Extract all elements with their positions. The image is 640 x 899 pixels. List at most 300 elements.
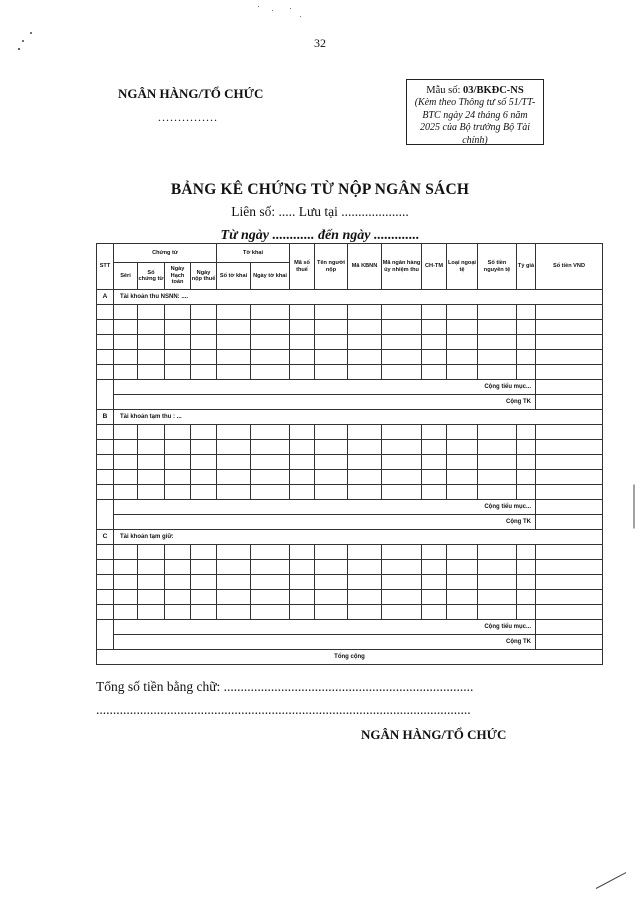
ledger-cell bbox=[382, 425, 422, 440]
org-dots: ............... bbox=[158, 110, 218, 124]
ledger-cell bbox=[478, 305, 517, 320]
ledger-cell bbox=[422, 605, 447, 620]
subtotal-row bbox=[97, 620, 603, 635]
ledger-cell bbox=[478, 605, 517, 620]
section-header-row bbox=[97, 530, 603, 545]
col-ch-tm: CH-TM bbox=[422, 244, 447, 290]
ledger-cell bbox=[447, 470, 478, 485]
ledger-cell bbox=[447, 605, 478, 620]
ledger-cell bbox=[217, 365, 251, 380]
ledger-cell bbox=[217, 470, 251, 485]
ledger-cell bbox=[290, 590, 315, 605]
ledger-cell bbox=[382, 545, 422, 560]
ledger-cell bbox=[251, 305, 290, 320]
ledger-cell bbox=[447, 425, 478, 440]
signature-org: NGÂN HÀNG/TỔ CHỨC bbox=[361, 727, 507, 742]
ledger-cell bbox=[536, 455, 603, 470]
ledger-entry-row bbox=[97, 425, 603, 440]
ledger-entry-row bbox=[97, 470, 603, 485]
ledger-cell bbox=[382, 560, 422, 575]
ledger-cell bbox=[536, 320, 603, 335]
col-ma-kbnn: Mã KBNN bbox=[348, 244, 382, 290]
ledger-cell bbox=[348, 455, 382, 470]
ledger-cell bbox=[251, 350, 290, 365]
ledger-cell bbox=[290, 305, 315, 320]
document-title: BẢNG KÊ CHỨNG TỪ NỘP NGÂN SÁCH bbox=[170, 181, 470, 198]
account-total-label: Cộng TK bbox=[114, 515, 536, 530]
ledger-cell bbox=[217, 425, 251, 440]
ledger-cell bbox=[217, 335, 251, 350]
ledger-entry-row bbox=[97, 560, 603, 575]
ledger-cell bbox=[290, 365, 315, 380]
ledger-cell bbox=[114, 320, 138, 335]
ledger-cell bbox=[348, 425, 382, 440]
ledger-cell bbox=[315, 320, 348, 335]
ledger-cell bbox=[251, 335, 290, 350]
ledger-cell bbox=[114, 485, 138, 500]
ledger-cell bbox=[536, 305, 603, 320]
ledger-cell bbox=[536, 485, 603, 500]
ledger-cell bbox=[315, 425, 348, 440]
subtotal-row bbox=[97, 380, 603, 395]
col-ten-nguoi-nop: Tên người nộp bbox=[315, 244, 348, 290]
ledger-cell bbox=[217, 605, 251, 620]
ledger-cell bbox=[517, 440, 536, 455]
section-letter: A bbox=[97, 290, 114, 305]
form-code-box bbox=[406, 79, 544, 145]
ledger-cell bbox=[348, 320, 382, 335]
ledger-cell bbox=[138, 425, 165, 440]
ledger-cell bbox=[478, 335, 517, 350]
ledger-cell bbox=[114, 440, 138, 455]
ledger-cell bbox=[447, 305, 478, 320]
ledger-cell bbox=[138, 560, 165, 575]
col-loai-ngoai-te: Loại ngoại tệ bbox=[447, 244, 478, 290]
ledger-cell bbox=[422, 335, 447, 350]
page-number: 32 bbox=[314, 36, 326, 50]
ledger-cell bbox=[290, 320, 315, 335]
subtotal-label: Cộng tiểu mục... bbox=[114, 380, 536, 395]
ledger-cell bbox=[165, 590, 191, 605]
ledger-cell bbox=[251, 440, 290, 455]
org-header: NGÂN HÀNG/TỔ CHỨC bbox=[118, 86, 264, 101]
ledger-cell bbox=[478, 545, 517, 560]
ledger-cell bbox=[290, 335, 315, 350]
col-so-chung-tu: Số chứng từ bbox=[138, 263, 165, 290]
ledger-cell bbox=[315, 575, 348, 590]
ledger-cell bbox=[114, 590, 138, 605]
ledger-cell bbox=[138, 590, 165, 605]
ledger-cell bbox=[447, 560, 478, 575]
ledger-cell bbox=[114, 605, 138, 620]
ledger-cell bbox=[114, 425, 138, 440]
ledger-cell bbox=[315, 440, 348, 455]
ledger-cell bbox=[447, 320, 478, 335]
col-seri: Sêri bbox=[114, 263, 138, 290]
account-total-label: Cộng TK bbox=[114, 395, 536, 410]
ledger-cell bbox=[217, 305, 251, 320]
ledger-cell bbox=[315, 365, 348, 380]
subtotal-amount-cell bbox=[536, 620, 603, 635]
ledger-cell bbox=[97, 335, 114, 350]
ledger-cell bbox=[191, 305, 217, 320]
copy-line: Liên số: ..... Lưu tại .................... bbox=[231, 204, 409, 219]
ledger-cell bbox=[517, 560, 536, 575]
ledger-cell bbox=[348, 470, 382, 485]
col-stt: STT bbox=[97, 244, 114, 290]
amount-in-words-continuation: ............................................................................................................... bbox=[96, 702, 471, 717]
account-total-row bbox=[97, 395, 603, 410]
ledger-cell bbox=[536, 335, 603, 350]
ledger-cell bbox=[165, 605, 191, 620]
ledger-cell bbox=[478, 590, 517, 605]
ledger-cell bbox=[315, 455, 348, 470]
ledger-cell bbox=[348, 485, 382, 500]
ledger-cell bbox=[536, 605, 603, 620]
ledger-cell bbox=[517, 365, 536, 380]
ledger-cell bbox=[478, 485, 517, 500]
ledger-cell bbox=[138, 335, 165, 350]
ledger-cell bbox=[422, 455, 447, 470]
ledger-cell bbox=[422, 320, 447, 335]
ledger-cell bbox=[478, 560, 517, 575]
ledger-cell bbox=[290, 545, 315, 560]
ledger-cell bbox=[165, 485, 191, 500]
ledger-cell bbox=[315, 560, 348, 575]
scan-stroke bbox=[596, 872, 626, 889]
ledger-cell bbox=[97, 545, 114, 560]
ledger-cell bbox=[191, 425, 217, 440]
ledger-cell bbox=[290, 440, 315, 455]
scan-stroke bbox=[634, 485, 635, 529]
ledger-cell bbox=[315, 305, 348, 320]
ledger-cell bbox=[97, 440, 114, 455]
ledger-cell bbox=[422, 590, 447, 605]
scan-speck bbox=[272, 10, 273, 11]
ledger-cell bbox=[97, 560, 114, 575]
subtotal-stt-cell bbox=[97, 380, 114, 410]
ledger-cell bbox=[422, 560, 447, 575]
ledger-cell bbox=[217, 560, 251, 575]
ledger-cell bbox=[536, 575, 603, 590]
ledger-cell bbox=[191, 560, 217, 575]
ledger-cell bbox=[517, 545, 536, 560]
ledger-cell bbox=[315, 485, 348, 500]
ledger-cell bbox=[251, 605, 290, 620]
ledger-cell bbox=[97, 455, 114, 470]
ledger-cell bbox=[536, 365, 603, 380]
ledger-cell bbox=[315, 470, 348, 485]
section-account-label: Tài khoản thu NSNN: .... bbox=[114, 290, 603, 305]
ledger-cell bbox=[251, 485, 290, 500]
section-header-row bbox=[97, 410, 603, 425]
ledger-cell bbox=[422, 305, 447, 320]
ledger-cell bbox=[517, 590, 536, 605]
ledger-cell bbox=[97, 320, 114, 335]
grand-total-label: Tổng cộng bbox=[97, 650, 603, 665]
account-total-row bbox=[97, 635, 603, 650]
ledger-cell bbox=[165, 455, 191, 470]
ledger-cell bbox=[97, 425, 114, 440]
ledger-cell bbox=[191, 590, 217, 605]
ledger-cell bbox=[114, 305, 138, 320]
subtotal-stt-cell bbox=[97, 500, 114, 530]
ledger-cell bbox=[517, 455, 536, 470]
ledger-cell bbox=[114, 545, 138, 560]
ledger-cell bbox=[217, 320, 251, 335]
ledger-cell bbox=[114, 575, 138, 590]
subtotal-label: Cộng tiểu mục... bbox=[114, 500, 536, 515]
ledger-cell bbox=[382, 335, 422, 350]
ledger-cell bbox=[315, 335, 348, 350]
ledger-cell bbox=[478, 350, 517, 365]
ledger-cell bbox=[217, 590, 251, 605]
form-code-line bbox=[413, 84, 537, 97]
ledger-cell bbox=[447, 545, 478, 560]
ledger-body bbox=[97, 290, 603, 665]
section-account-label: Tài khoản tạm thu : ... bbox=[114, 410, 603, 425]
ledger-cell bbox=[422, 365, 447, 380]
ledger-cell bbox=[348, 545, 382, 560]
ledger-cell bbox=[348, 365, 382, 380]
ledger-cell bbox=[422, 545, 447, 560]
ledger-cell bbox=[165, 320, 191, 335]
ledger-cell bbox=[191, 545, 217, 560]
ledger-cell bbox=[517, 485, 536, 500]
ledger-cell bbox=[315, 545, 348, 560]
ledger-cell bbox=[536, 545, 603, 560]
ledger-cell bbox=[138, 455, 165, 470]
ledger-cell bbox=[114, 455, 138, 470]
ledger-cell bbox=[217, 575, 251, 590]
date-range-line: Từ ngày ............ đến ngày ............. bbox=[220, 228, 420, 243]
ledger-cell bbox=[165, 545, 191, 560]
ledger-cell bbox=[114, 350, 138, 365]
section-letter: B bbox=[97, 410, 114, 425]
ledger-entry-row bbox=[97, 590, 603, 605]
ledger-cell bbox=[478, 455, 517, 470]
ledger-cell bbox=[348, 305, 382, 320]
ledger-cell bbox=[517, 320, 536, 335]
ledger-cell bbox=[422, 425, 447, 440]
ledger-cell bbox=[97, 605, 114, 620]
ledger-cell bbox=[191, 335, 217, 350]
form-code-label: Mẫu số: bbox=[426, 85, 464, 96]
ledger-cell bbox=[217, 485, 251, 500]
ledger-cell bbox=[447, 335, 478, 350]
scan-speck bbox=[300, 16, 301, 17]
ledger-cell bbox=[348, 440, 382, 455]
ledger-cell bbox=[447, 575, 478, 590]
ledger-cell bbox=[447, 440, 478, 455]
col-ty-gia: Tỷ giá bbox=[517, 244, 536, 290]
ledger-cell bbox=[447, 350, 478, 365]
section-header-row bbox=[97, 290, 603, 305]
ledger-cell bbox=[536, 440, 603, 455]
ledger-cell bbox=[138, 320, 165, 335]
ledger-cell bbox=[251, 365, 290, 380]
col-ngay-to-khai: Ngày tờ khai bbox=[251, 263, 290, 290]
subtotal-row bbox=[97, 500, 603, 515]
ledger-cell bbox=[138, 605, 165, 620]
ledger-cell bbox=[422, 350, 447, 365]
ledger-cell bbox=[138, 305, 165, 320]
ledger-cell bbox=[165, 560, 191, 575]
ledger-cell bbox=[382, 605, 422, 620]
section-letter: C bbox=[97, 530, 114, 545]
ledger-cell bbox=[382, 350, 422, 365]
ledger-cell bbox=[251, 545, 290, 560]
ledger-entry-row bbox=[97, 365, 603, 380]
ledger-cell bbox=[251, 590, 290, 605]
ledger-cell bbox=[422, 575, 447, 590]
ledger-cell bbox=[315, 590, 348, 605]
ledger-cell bbox=[114, 470, 138, 485]
ledger-cell bbox=[382, 440, 422, 455]
ledger-cell bbox=[422, 470, 447, 485]
ledger-cell bbox=[536, 560, 603, 575]
ledger-cell bbox=[165, 575, 191, 590]
ledger-cell bbox=[517, 335, 536, 350]
ledger-cell bbox=[517, 605, 536, 620]
ledger-entry-row bbox=[97, 575, 603, 590]
ledger-cell bbox=[517, 425, 536, 440]
ledger-entry-row bbox=[97, 485, 603, 500]
col-so-tien-vnd: Số tiền VND bbox=[536, 244, 603, 290]
ledger-cell bbox=[138, 470, 165, 485]
ledger-cell bbox=[251, 575, 290, 590]
col-ngay-nop-thue: Ngày nộp thuế bbox=[191, 263, 217, 290]
scan-speck bbox=[30, 32, 32, 34]
ledger-cell bbox=[447, 455, 478, 470]
ledger-cell bbox=[348, 605, 382, 620]
ledger-cell bbox=[138, 350, 165, 365]
ledger-cell bbox=[382, 575, 422, 590]
ledger-cell bbox=[138, 575, 165, 590]
ledger-cell bbox=[191, 320, 217, 335]
col-group-chung-tu: Chứng từ bbox=[114, 244, 217, 263]
ledger-cell bbox=[290, 560, 315, 575]
ledger-cell bbox=[382, 455, 422, 470]
ledger-cell bbox=[517, 305, 536, 320]
ledger-cell bbox=[348, 575, 382, 590]
ledger-cell bbox=[217, 545, 251, 560]
ledger-cell bbox=[191, 605, 217, 620]
ledger-cell bbox=[138, 485, 165, 500]
ledger-cell bbox=[536, 425, 603, 440]
ledger-cell bbox=[165, 365, 191, 380]
col-so-to-khai: Số tờ khai bbox=[217, 263, 251, 290]
ledger-cell bbox=[348, 560, 382, 575]
ledger-cell bbox=[165, 440, 191, 455]
ledger-cell bbox=[97, 470, 114, 485]
ledger-cell bbox=[422, 440, 447, 455]
form-code-value: 03/BKĐC-NS bbox=[463, 85, 524, 96]
ledger-entry-row bbox=[97, 440, 603, 455]
ledger-cell bbox=[517, 575, 536, 590]
ledger-cell bbox=[114, 335, 138, 350]
subtotal-stt-cell bbox=[97, 620, 114, 650]
col-so-tien-nguyen-te: Số tiền nguyên tệ bbox=[478, 244, 517, 290]
ledger-cell bbox=[290, 350, 315, 365]
ledger-cell bbox=[382, 365, 422, 380]
ledger-cell bbox=[97, 350, 114, 365]
account-total-row bbox=[97, 515, 603, 530]
ledger-cell bbox=[165, 350, 191, 365]
subtotal-amount-cell bbox=[536, 380, 603, 395]
ledger-cell bbox=[165, 470, 191, 485]
account-total-amount-cell bbox=[536, 635, 603, 650]
ledger-entry-row bbox=[97, 335, 603, 350]
ledger-cell bbox=[478, 425, 517, 440]
ledger-cell bbox=[251, 470, 290, 485]
ledger-cell bbox=[97, 575, 114, 590]
ledger-cell bbox=[251, 425, 290, 440]
ledger-cell bbox=[191, 455, 217, 470]
ledger-cell bbox=[382, 485, 422, 500]
ledger-cell bbox=[478, 470, 517, 485]
ledger-cell bbox=[165, 425, 191, 440]
ledger-cell bbox=[97, 485, 114, 500]
ledger-cell bbox=[382, 470, 422, 485]
ledger-entry-row bbox=[97, 605, 603, 620]
ledger-cell bbox=[290, 470, 315, 485]
col-group-to-khai: Tờ khai bbox=[217, 244, 290, 263]
subtotal-label: Cộng tiểu mục... bbox=[114, 620, 536, 635]
ledger-entry-row bbox=[97, 545, 603, 560]
amount-in-words-line: Tổng số tiền bằng chữ: .......................................................................... bbox=[96, 679, 474, 694]
ledger-cell bbox=[382, 320, 422, 335]
subtotal-amount-cell bbox=[536, 500, 603, 515]
ledger-cell bbox=[348, 335, 382, 350]
ledger-entry-row bbox=[97, 455, 603, 470]
ledger-cell bbox=[290, 485, 315, 500]
col-ngay-hach-toan: Ngày Hạch toán bbox=[165, 263, 191, 290]
ledger-cell bbox=[447, 590, 478, 605]
ledger-cell bbox=[382, 305, 422, 320]
ledger-cell bbox=[478, 575, 517, 590]
ledger-cell bbox=[191, 470, 217, 485]
ledger-cell bbox=[114, 560, 138, 575]
ledger-cell bbox=[114, 365, 138, 380]
ledger-cell bbox=[191, 485, 217, 500]
ledger-cell bbox=[382, 590, 422, 605]
ledger-cell bbox=[517, 470, 536, 485]
ledger-cell bbox=[536, 350, 603, 365]
ledger-cell bbox=[97, 305, 114, 320]
ledger-entry-row bbox=[97, 305, 603, 320]
ledger-cell bbox=[191, 365, 217, 380]
ledger-cell bbox=[217, 350, 251, 365]
ledger-cell bbox=[478, 320, 517, 335]
ledger-cell bbox=[138, 545, 165, 560]
ledger-cell bbox=[478, 365, 517, 380]
grand-total-row bbox=[97, 650, 603, 665]
account-total-amount-cell bbox=[536, 395, 603, 410]
account-total-amount-cell bbox=[536, 515, 603, 530]
ledger-cell bbox=[447, 485, 478, 500]
ledger-cell bbox=[191, 440, 217, 455]
ledger-cell bbox=[536, 470, 603, 485]
ledger-cell bbox=[447, 365, 478, 380]
voucher-ledger-table bbox=[96, 243, 603, 665]
scan-speck bbox=[258, 6, 259, 7]
ledger-cell bbox=[191, 350, 217, 365]
ledger-cell bbox=[348, 590, 382, 605]
ledger-cell bbox=[165, 305, 191, 320]
ledger-cell bbox=[315, 350, 348, 365]
ledger-cell bbox=[191, 575, 217, 590]
